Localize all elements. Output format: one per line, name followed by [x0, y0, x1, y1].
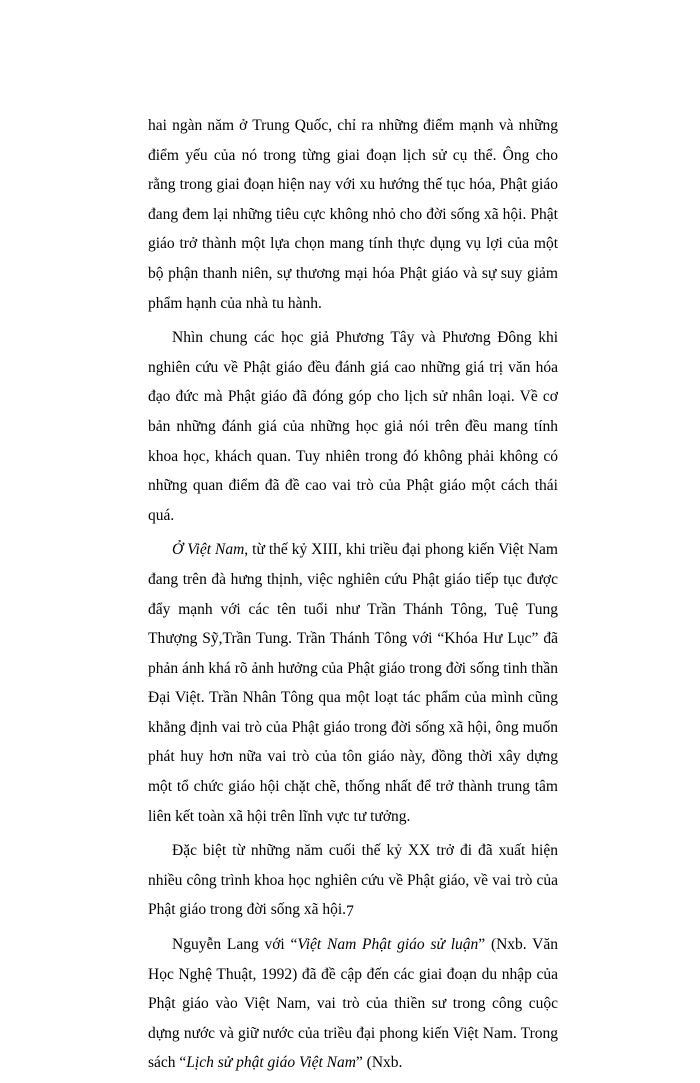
text-segment: Nguyễn Lang với “	[172, 936, 298, 954]
book-title: Lịch sử phật giáo Việt Nam	[186, 1054, 356, 1072]
paragraph-vietnam-text: , từ thế kỷ XIII, khi triều đại phong kiến Việt Nam đang trên đà hưng thịnh, việc nghiên cứu Phật giáo tiếp tục được đẩy mạnh với các tên tuổi như Trần Thánh Tông, Tuệ Tung Thượng Sỹ,Trần Tung. Trần Thánh Tông với “Khóa Hư Lục” đã phản ánh khá rõ ảnh hưởng của Phật giáo trong đời sống tinh thần Đại Việt. Trần Nhân Tông qua một loạt tác phẩm của mình cũng khẳng định vai trò của Phật giáo trong đời sống xã hội, ông muốn phát huy hơn nữa vai trò của tôn giáo này, đồng thời xây dựng một tổ chức giáo hội chặt chẽ, thống nhất để trở thành trung tâm liên kết toàn xã hội trên lĩnh vực tư tưởng.	[148, 541, 558, 825]
text-segment: ” (Nxb. Văn Học Nghệ Thuật, 1992) đã đề cập đến các giai đoạn du nhập của Phật giáo vào Việt Nam, vai trò của thiền sư trong công cuộc dựng nước và giữ nước của triều đại phong kiến Việt Nam. Trong sách “	[148, 936, 558, 1072]
paragraph-late-20th-century: Đặc biệt từ những năm cuối thế kỷ XX trở đi đã xuất hiện nhiều công trình khoa học nghiên cứu về Phật giáo, về vai trò của Phật giáo trong đời sống xã hội.	[148, 842, 558, 919]
paragraph-nguyen-lang	[148, 930, 558, 1078]
page-number: 7	[346, 903, 354, 920]
body-text	[148, 111, 558, 1083]
paragraph-vietnam	[148, 535, 558, 831]
book-title: Việt Nam Phật giáo sử luận	[297, 936, 479, 954]
text-segment: ” (Nxb.	[355, 1054, 403, 1072]
paragraph-continuation: hai ngàn năm ở Trung Quốc, chỉ ra những điểm mạnh và những điểm yếu của nó trong từng giai đoạn lịch sử cụ thể. Ông cho rằng trong giai đoạn hiện nay với xu hướng thế tục hóa, Phật giáo đang đem lại những tiêu cực không nhỏ cho đời sống xã hội. Phật giáo trở thành một lựa chọn mang tính thực dụng vụ lợi của một bộ phận thanh niên, sự thương mại hóa Phật giáo và sự suy giảm phẩm hạnh của nhà tu hành.	[148, 117, 558, 312]
paragraph-overview: Nhìn chung các học giả Phương Tây và Phương Đông khi nghiên cứu về Phật giáo đều đánh giá cao những giá trị văn hóa đạo đức mà Phật giáo đã đóng góp cho lịch sử nhân loại. Về cơ bản những đánh giá của những học giả nói trên đều mang tính khoa học, khách quan. Tuy nhiên trong đó không phải không có những quan điểm đã đề cao vai trò của Phật giáo một cách thái quá.	[148, 329, 558, 524]
italic-lead: Ở Việt Nam	[172, 541, 245, 559]
